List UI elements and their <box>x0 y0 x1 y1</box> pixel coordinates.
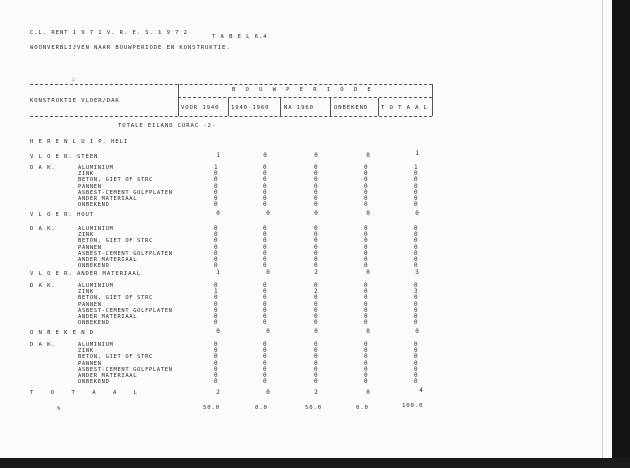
table-number: T A B E L 6.4 <box>212 34 268 40</box>
dak-value: 0 <box>314 262 318 270</box>
dak-value: 0 <box>214 313 218 321</box>
dak-value: 0 <box>314 306 318 314</box>
dak-label: D A K. <box>30 342 56 348</box>
konstruktie-header: KONSTRUKTIE VLOER/DAK <box>30 98 120 104</box>
dak-item: ONBEKEND <box>78 379 110 386</box>
dak-value: 0 <box>414 231 418 239</box>
col-divider-5 <box>432 84 433 116</box>
dak-item: ONBEKEND <box>78 202 110 209</box>
dak-value: 0 <box>263 225 267 232</box>
dak-item: ALUMINIUM <box>78 342 114 348</box>
dak-value: 0 <box>214 231 218 239</box>
dak-value: 0 <box>263 365 267 373</box>
dak-value: 0 <box>263 313 267 321</box>
dak-value: 0 <box>364 182 368 190</box>
group-value: 0 <box>415 328 419 335</box>
dak-value: 0 <box>263 176 267 184</box>
dak-value: 0 <box>364 288 368 296</box>
dak-values-col <box>314 342 318 385</box>
col-divider-1 <box>228 98 229 116</box>
group-label: V L O E R. ANDER MATERIAAL <box>30 271 141 277</box>
dak-value: 0 <box>414 300 418 308</box>
dak-value: 0 <box>263 282 267 289</box>
dak-value: 0 <box>263 243 267 251</box>
dak-values-col <box>414 342 418 385</box>
dak-item: ANDER MATERIAAL <box>78 314 138 321</box>
dak-value: 0 <box>414 237 418 245</box>
dak-value: 0 <box>414 306 418 314</box>
dak-value: 0 <box>214 176 218 184</box>
total-value: 2 <box>216 389 220 396</box>
dak-value: 0 <box>314 319 318 327</box>
dak-value: 0 <box>214 237 218 245</box>
dak-value: 0 <box>263 359 267 367</box>
group-heading: H E R E N L U I P. HELI <box>30 139 129 145</box>
header-line1: C.L. RENT 1 9 7 1 V. R. E. S. 1 9 7 2 <box>30 30 188 36</box>
dak-value: 0 <box>414 353 418 361</box>
dak-value: 0 <box>314 182 318 190</box>
dak-value: 0 <box>314 300 318 308</box>
dak-label: D A K. <box>30 283 56 289</box>
dak-value: 0 <box>263 288 267 296</box>
group-value: 0 <box>266 328 270 335</box>
col-header-voor-1940: VOOR 1940 <box>181 105 220 111</box>
dak-item: ASBEST-CEMENT GOLFPLATEN <box>78 366 173 373</box>
dak-value: 0 <box>314 237 318 245</box>
dak-value: 0 <box>314 378 318 386</box>
dak-values-col <box>214 226 218 269</box>
dak-values-col <box>214 165 218 208</box>
percent-value: 50.0 <box>203 405 221 411</box>
dak-values-col <box>263 165 267 208</box>
col-divider-0 <box>178 84 179 116</box>
dak-value: 0 <box>414 372 418 380</box>
dak-value: 0 <box>263 237 267 245</box>
dak-value: 0 <box>364 300 368 308</box>
dak-value: 0 <box>364 365 368 373</box>
dak-value: 0 <box>263 353 267 361</box>
dak-value: 0 <box>214 341 218 348</box>
dak-values-col <box>364 165 368 208</box>
dak-value: 0 <box>414 170 418 178</box>
dak-value: 0 <box>214 353 218 361</box>
dak-value: 0 <box>364 347 368 355</box>
dak-value: 0 <box>314 353 318 361</box>
header-mark: : <box>72 77 77 83</box>
dak-value: 0 <box>263 319 267 327</box>
dak-value: 0 <box>364 188 368 196</box>
group-value: 0 <box>366 328 370 335</box>
group-value: 0 <box>266 269 270 276</box>
col-header-onbekend: ONBEKEND <box>334 105 369 111</box>
dak-values-col <box>414 226 418 269</box>
col-header-na-1960: NA 1960 <box>284 105 314 111</box>
group-value: 1 <box>415 150 419 157</box>
dak-value: 0 <box>263 249 267 257</box>
dak-value: 0 <box>364 319 368 327</box>
dak-value: 0 <box>414 195 418 203</box>
dak-value: 0 <box>263 300 267 308</box>
dak-value: 0 <box>364 231 368 239</box>
dak-value: 0 <box>364 164 368 171</box>
dak-value: 0 <box>364 195 368 203</box>
dak-value: 0 <box>414 182 418 190</box>
dak-value: 0 <box>364 243 368 251</box>
dak-value: 0 <box>414 225 418 232</box>
dak-value: 0 <box>414 341 418 348</box>
dak-items <box>78 226 173 269</box>
dak-values-col <box>263 283 267 326</box>
group-value: 1 <box>216 152 220 159</box>
dak-value: 0 <box>414 282 418 289</box>
dak-value: 0 <box>414 188 418 196</box>
dak-value: 0 <box>364 353 368 361</box>
dak-value: 0 <box>314 201 318 209</box>
dak-value: 0 <box>263 164 267 171</box>
dak-values-col <box>263 342 267 385</box>
dak-value: 0 <box>214 182 218 190</box>
col-header-1940-1960: 1940-1960 <box>231 105 270 111</box>
table-title: WOONVERBLIJVEN NAAR BOUWPERIODE EN KONSTRUKTIE. <box>30 45 231 51</box>
dak-value: 0 <box>414 262 418 270</box>
dak-value: 0 <box>263 347 267 355</box>
percent-value: 50.0 <box>305 405 323 411</box>
dak-item: ALUMINIUM <box>78 226 114 232</box>
dak-value: 0 <box>414 347 418 355</box>
rule-top <box>30 84 432 85</box>
group-value: 0 <box>366 152 370 159</box>
dak-values-col <box>364 283 368 326</box>
dak-value: 0 <box>314 249 318 257</box>
dak-values-col <box>364 226 368 269</box>
dak-item: ANDER MATERIAAL <box>78 257 138 264</box>
dak-value: 0 <box>263 201 267 209</box>
dak-value: 3 <box>414 288 418 296</box>
dak-value: 1 <box>214 164 218 171</box>
percent-value: 0.0 <box>356 405 369 411</box>
group-value: 0 <box>415 210 419 217</box>
scan-edge-right <box>612 0 630 468</box>
dak-item: PANNEN <box>78 360 102 367</box>
dak-value: 0 <box>414 243 418 251</box>
dak-items <box>78 342 173 385</box>
dak-item: ASBEST-CEMENT GOLFPLATEN <box>78 250 173 257</box>
rule-mid <box>178 97 432 98</box>
dak-value: 0 <box>263 170 267 178</box>
dak-value: 0 <box>263 306 267 314</box>
dak-value: 0 <box>364 378 368 386</box>
dak-value: 0 <box>364 201 368 209</box>
dak-value: 0 <box>314 176 318 184</box>
dak-value: 0 <box>214 201 218 209</box>
dak-item: ONBEKEND <box>78 320 110 327</box>
dak-value: 0 <box>414 294 418 302</box>
dak-value: 0 <box>364 306 368 314</box>
total-value: 4 <box>419 387 423 394</box>
dak-item: ZINK <box>78 289 94 296</box>
group-value: 2 <box>314 269 318 276</box>
dak-value: 0 <box>214 378 218 386</box>
dak-items <box>78 165 173 208</box>
dak-item: BETON, GIET OF STRC <box>78 354 153 361</box>
dak-item: PANNEN <box>78 301 102 308</box>
group-value: 0 <box>266 210 270 217</box>
dak-value: 0 <box>364 313 368 321</box>
dak-value: 0 <box>214 359 218 367</box>
dak-value: 0 <box>414 365 418 373</box>
dak-item: BETON, GIET OF STRC <box>78 177 153 184</box>
dak-value: 0 <box>214 306 218 314</box>
dak-value: 0 <box>314 243 318 251</box>
dak-value: 0 <box>214 195 218 203</box>
dak-item: ZINK <box>78 232 94 239</box>
group-value: 0 <box>216 328 220 335</box>
dak-value: 0 <box>314 347 318 355</box>
dak-values-col <box>414 165 418 208</box>
dak-value: 0 <box>414 378 418 386</box>
dak-value: 0 <box>314 372 318 380</box>
dak-value: 0 <box>263 294 267 302</box>
dak-value: 0 <box>214 365 218 373</box>
group-label: V L O E R. HOUT <box>30 212 95 218</box>
dak-value: 0 <box>414 313 418 321</box>
dak-item: ZINK <box>78 348 94 355</box>
dak-values-col <box>314 226 318 269</box>
group-value: 1 <box>216 269 220 276</box>
dak-item: ONBEKEND <box>78 263 110 270</box>
dak-value: 0 <box>364 359 368 367</box>
dak-value: 0 <box>214 319 218 327</box>
dak-value: 0 <box>314 282 318 289</box>
dak-value: 0 <box>314 341 318 348</box>
dak-value: 0 <box>314 313 318 321</box>
dak-value: 0 <box>414 359 418 367</box>
group-value: 0 <box>314 210 318 217</box>
dak-value: 0 <box>364 341 368 348</box>
dak-value: 0 <box>214 262 218 270</box>
dak-item: BETON, GIET OF STRC <box>78 238 153 245</box>
percent-value: 100.0 <box>402 403 424 409</box>
dak-item: PANNEN <box>78 183 102 190</box>
dak-value: 0 <box>263 182 267 190</box>
dak-value: 0 <box>263 372 267 380</box>
dak-value: 0 <box>314 294 318 302</box>
dak-item: ZINK <box>78 171 94 178</box>
group-value: 0 <box>314 328 318 335</box>
group-label: O N B E K E N D <box>30 330 95 336</box>
rule-bottom <box>30 116 432 117</box>
dak-item: ALUMINIUM <box>78 283 114 289</box>
dak-value: 0 <box>263 341 267 348</box>
table-subtitle: TOTALE EILAND CURAC -2- <box>118 123 217 129</box>
dak-item: ANDER MATERIAAL <box>78 196 138 203</box>
dak-value: 0 <box>214 347 218 355</box>
dak-value: 0 <box>364 176 368 184</box>
dak-values-col <box>214 283 218 326</box>
dak-value: 0 <box>314 195 318 203</box>
dak-item: BETON, GIET OF STRC <box>78 295 153 302</box>
dak-value: 0 <box>214 249 218 257</box>
group-label: V L O E R. STEEN <box>30 154 99 160</box>
dak-values-col <box>364 342 368 385</box>
total-value: 0 <box>366 389 370 396</box>
dak-value: 0 <box>314 188 318 196</box>
dak-label: D A K. <box>30 226 56 232</box>
page-fold-line <box>602 0 603 468</box>
group-value: 0 <box>366 269 370 276</box>
dak-values-col <box>414 283 418 326</box>
dak-value: 0 <box>263 256 267 264</box>
dak-item: ANDER MATERIAAL <box>78 373 138 380</box>
dak-value: 0 <box>414 256 418 264</box>
dak-value: 0 <box>214 243 218 251</box>
dak-value: 1 <box>414 164 418 171</box>
dak-item: ALUMINIUM <box>78 165 114 171</box>
dak-value: 0 <box>214 372 218 380</box>
dak-value: 0 <box>414 176 418 184</box>
dak-value: 0 <box>364 262 368 270</box>
dak-value: 0 <box>214 294 218 302</box>
dak-value: 2 <box>314 288 318 296</box>
dak-value: 0 <box>364 372 368 380</box>
dak-value: 0 <box>414 249 418 257</box>
group-value: 0 <box>314 152 318 159</box>
percent-value: 0.0 <box>255 405 268 411</box>
dak-item: ASBEST-CEMENT GOLFPLATEN <box>78 189 173 196</box>
group-value: 0 <box>263 152 267 159</box>
dak-values-col <box>263 226 267 269</box>
dak-value: 0 <box>214 225 218 232</box>
col-divider-2 <box>280 98 281 116</box>
dak-values-col <box>314 165 318 208</box>
dak-value: 0 <box>314 170 318 178</box>
percent-label: % <box>57 406 62 412</box>
dak-value: 0 <box>263 231 267 239</box>
dak-value: 0 <box>364 282 368 289</box>
dak-value: 0 <box>214 300 218 308</box>
dak-value: 0 <box>314 164 318 171</box>
dak-value: 0 <box>364 170 368 178</box>
dak-value: 0 <box>314 359 318 367</box>
group-value: 0 <box>216 210 220 217</box>
bouwperiode-header: B O U W P E R I O D E <box>232 87 375 93</box>
col-header-totaal: T O T A A L <box>381 105 428 111</box>
dak-item: ASBEST-CEMENT GOLFPLATEN <box>78 307 173 314</box>
dak-value: 0 <box>214 170 218 178</box>
col-divider-4 <box>378 98 379 116</box>
dak-value: 0 <box>364 225 368 232</box>
dak-item: PANNEN <box>78 244 102 251</box>
dak-value: 1 <box>214 288 218 296</box>
dak-value: 0 <box>263 378 267 386</box>
dak-label: D A K. <box>30 165 56 171</box>
dak-value: 0 <box>214 282 218 289</box>
dak-value: 0 <box>314 256 318 264</box>
group-value: 3 <box>415 269 419 276</box>
dak-value: 0 <box>214 188 218 196</box>
dak-value: 0 <box>414 319 418 327</box>
dak-value: 0 <box>263 188 267 196</box>
dak-value: 0 <box>214 256 218 264</box>
dak-value: 0 <box>364 237 368 245</box>
total-value: 0 <box>266 389 270 396</box>
dak-value: 0 <box>314 365 318 373</box>
col-divider-3 <box>330 98 331 116</box>
dak-values-col <box>314 283 318 326</box>
dak-value: 0 <box>314 225 318 232</box>
scan-edge-bottom <box>0 458 630 468</box>
dak-value: 0 <box>263 195 267 203</box>
dak-value: 0 <box>414 201 418 209</box>
totals-label: T O T A A L <box>30 390 145 396</box>
dak-value: 0 <box>364 294 368 302</box>
dak-value: 0 <box>364 256 368 264</box>
dak-value: 0 <box>263 262 267 270</box>
dak-value: 0 <box>364 249 368 257</box>
dak-values-col <box>214 342 218 385</box>
total-value: 2 <box>314 389 318 396</box>
dak-value: 0 <box>314 231 318 239</box>
dak-items <box>78 283 173 326</box>
group-value: 0 <box>366 210 370 217</box>
